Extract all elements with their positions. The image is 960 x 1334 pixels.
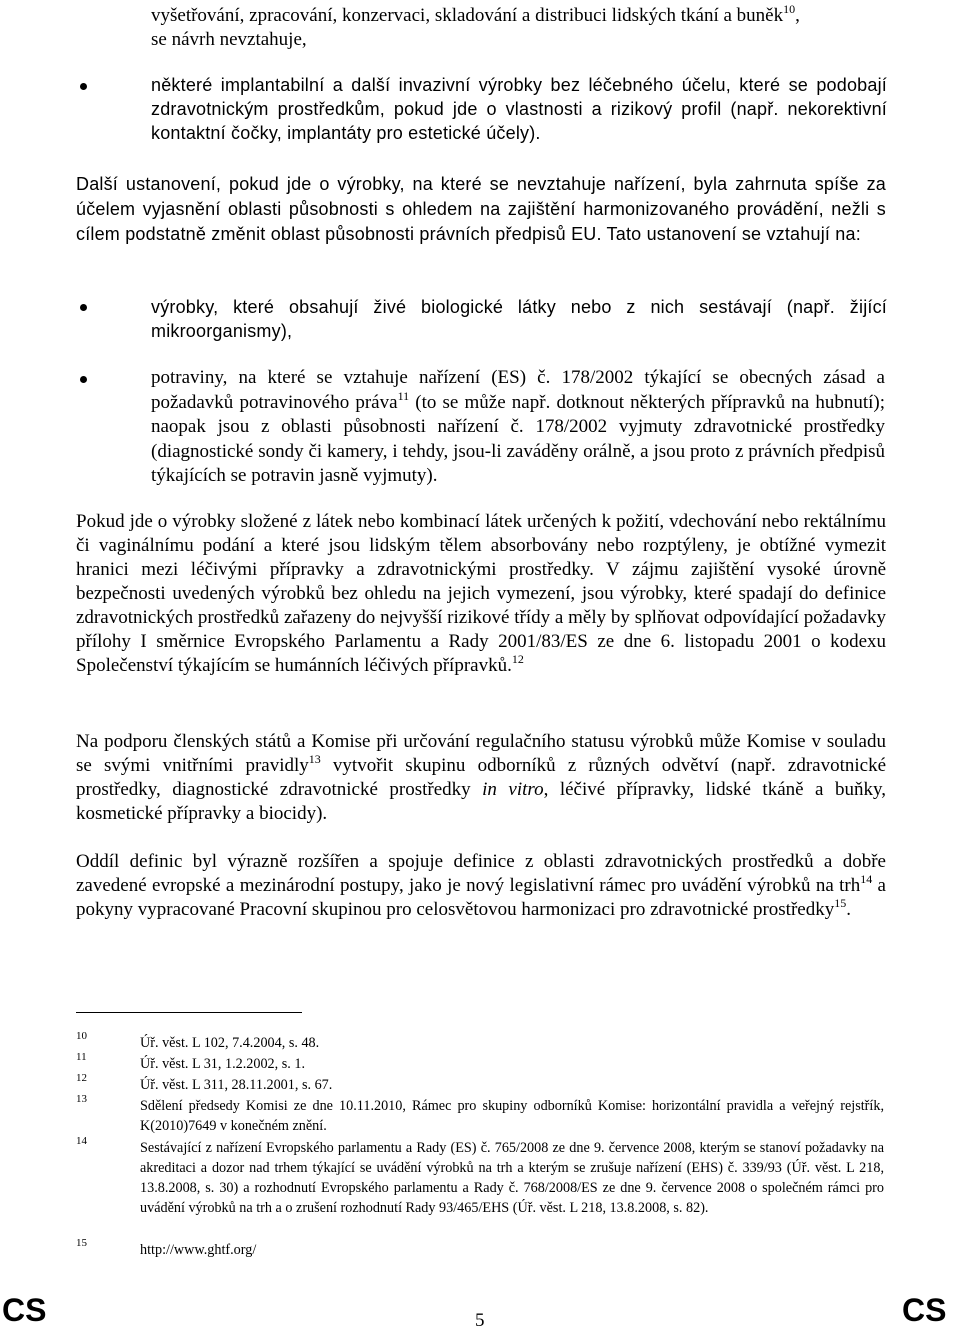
footnote-number: 15 [76, 1237, 87, 1249]
paragraph-definitions: Oddíl definic byl výrazně rozšířen a spojuje definice z oblasti zdravotnických prostředků a dobře zavedené evropské a mezinárodní postupy, jako je nový legislativní rámec pro uvádění výrobků na trh$^{14}$ a pokyny vypracované Pracovní skupinou pro celosvětovou harmonizaci pro zdravotnické prostředky$^{15}$. [76, 851, 886, 920]
language-code-right: CS [902, 1292, 947, 1328]
language-code-left: CS [2, 1292, 47, 1328]
footnote-text: Sestávající z nařízení Evropského parlamentu a Rady (ES) č. 765/2008 ze dne 9. července 2008, kterým se stanoví požadavky na akreditaci a dozor nad trhem týkající se uvádění výrobků na trh a kterým se zrušuje nařízení (EHS) č. 339/93 (Úř. věst. L 218, 13.8.2008, s. 30) a rozhodnutí Evropského parlamentu a Rady č. 768/2008/ES ze dne 9. července 2008 o společném rámci pro uvádění výrobků na trh a o zrušení rozhodnutí Rady 93/465/EHS (Úř. věst. L 218, 13.8.2008, s. 82). [140, 1140, 884, 1216]
footnote-number: 12 [76, 1072, 87, 1084]
footnote-number: 10 [76, 1030, 87, 1042]
bullet-icon [80, 304, 87, 311]
footnote-text: Úř. věst. L 102, 7.4.2004, s. 48. [140, 1035, 320, 1051]
footnote-number: 11 [76, 1051, 87, 1063]
footnote-number: 14 [76, 1135, 87, 1147]
bullet-icon [80, 83, 87, 90]
list-item-food: potraviny, na které se vztahuje nařízení (ES) č. 178/2002 týkající se obecných zásad a požadavků potravinového práva$^{11}$ (to se může např. dotknout některých přípravků na hubnutí); naopak jsou z oblasti působnosti nařízení č. 178/2002 vyjmuty zdravotnické prostředky (diagnostické sondy či kamery, i tehdy, jsou-li zaváděny orálně, a jsou proto z právních předpisů týkajících se potravin jasně vyjmuty). [151, 367, 886, 486]
paragraph-ingested-products: Pokud jde o výrobky složené z látek nebo kombinací látek určených k požití, vdechování nebo rektálnímu či vaginálnímu podání a které jsou lidským tělem absorbovány nebo rozptýleny, je obtížné vymezit hranici mezi léčivými přípravky a zdravotnickými prostředky. V zájmu zajištění vysoké úrovně bezpečnosti uvedených výrobků bez ohledu na jejich vymezení, jsou výrobky, které spadají do definice zdravotnických prostředků zařazeny do nejvyšší rizikové třídy a měly by splňovat odpovídající požadavky přílohy I směrnice Evropského Parlamentu a Rady 2001/83/ES ze dne 6. listopadu 2001 o kodexu Společenství týkajícím se humánních léčivých přípravků.$^{12}$ [76, 511, 886, 676]
footnote-text: http://www.ghtf.org/ [140, 1242, 257, 1258]
paragraph-expert-group: Na podporu členských států a Komise při určování regulačního statusu výrobků může Komise v souladu se svými vnitřními pravidly$^{13}$ vytvořit skupinu odborníků z různých odvětví (např. zdravotnické prostředky, diagnostické zdravotnické prostředky in vitro, léčivé přípravky, lidské tkáně a buňky, kosmetické přípravky a biocidy). [76, 731, 886, 824]
list-item-cell-processing: vyšetřování, zpracování, konzervaci, skladování a distribuci lidských tkání a buněk$^{10}$, se návrh nevztahuje, [151, 2, 800, 50]
bullet-icon [80, 376, 87, 383]
list-item-living-substances: výrobky, které obsahují živé biologické látky nebo z nich sestávají (např. žijící mikroorganismy), [151, 297, 887, 341]
footnote-text: Úř. věst. L 31, 1.2.2002, s. 1. [140, 1056, 305, 1072]
page-number: 5 [475, 1310, 485, 1331]
footnote-number: 13 [76, 1093, 87, 1105]
footnote-text: Úř. věst. L 311, 28.11.2001, s. 67. [140, 1077, 333, 1093]
list-item-implants: některé implantabilní a další invazivní výrobky bez léčebného účelu, které se podobají zdravotnickým prostředkům, pokud jde o vlastnosti a rizikový profil (např. nekorektivní kontaktní čočky, implantáty pro estetické účely). [151, 75, 887, 143]
footnote-separator [76, 1012, 302, 1013]
paragraph-further-provisions: Další ustanovení, pokud jde o výrobky, na které se nevztahuje nařízení, byla zahrnuta spíše za účelem vyjasnění oblasti působnosti s ohledem na zajištění harmonizovaného provádění, nežli s cílem podstatně změnit oblast působnosti právních předpisů EU. Tato ustanovení se vztahují na: [76, 174, 886, 244]
footnote-text: Sdělení předsedy Komisi ze dne 10.11.2010, Rámec pro skupiny odborníků Komise: horizontální pravidla a veřejný rejstřík, K(2010)7649 v konečném znění. [140, 1098, 884, 1134]
